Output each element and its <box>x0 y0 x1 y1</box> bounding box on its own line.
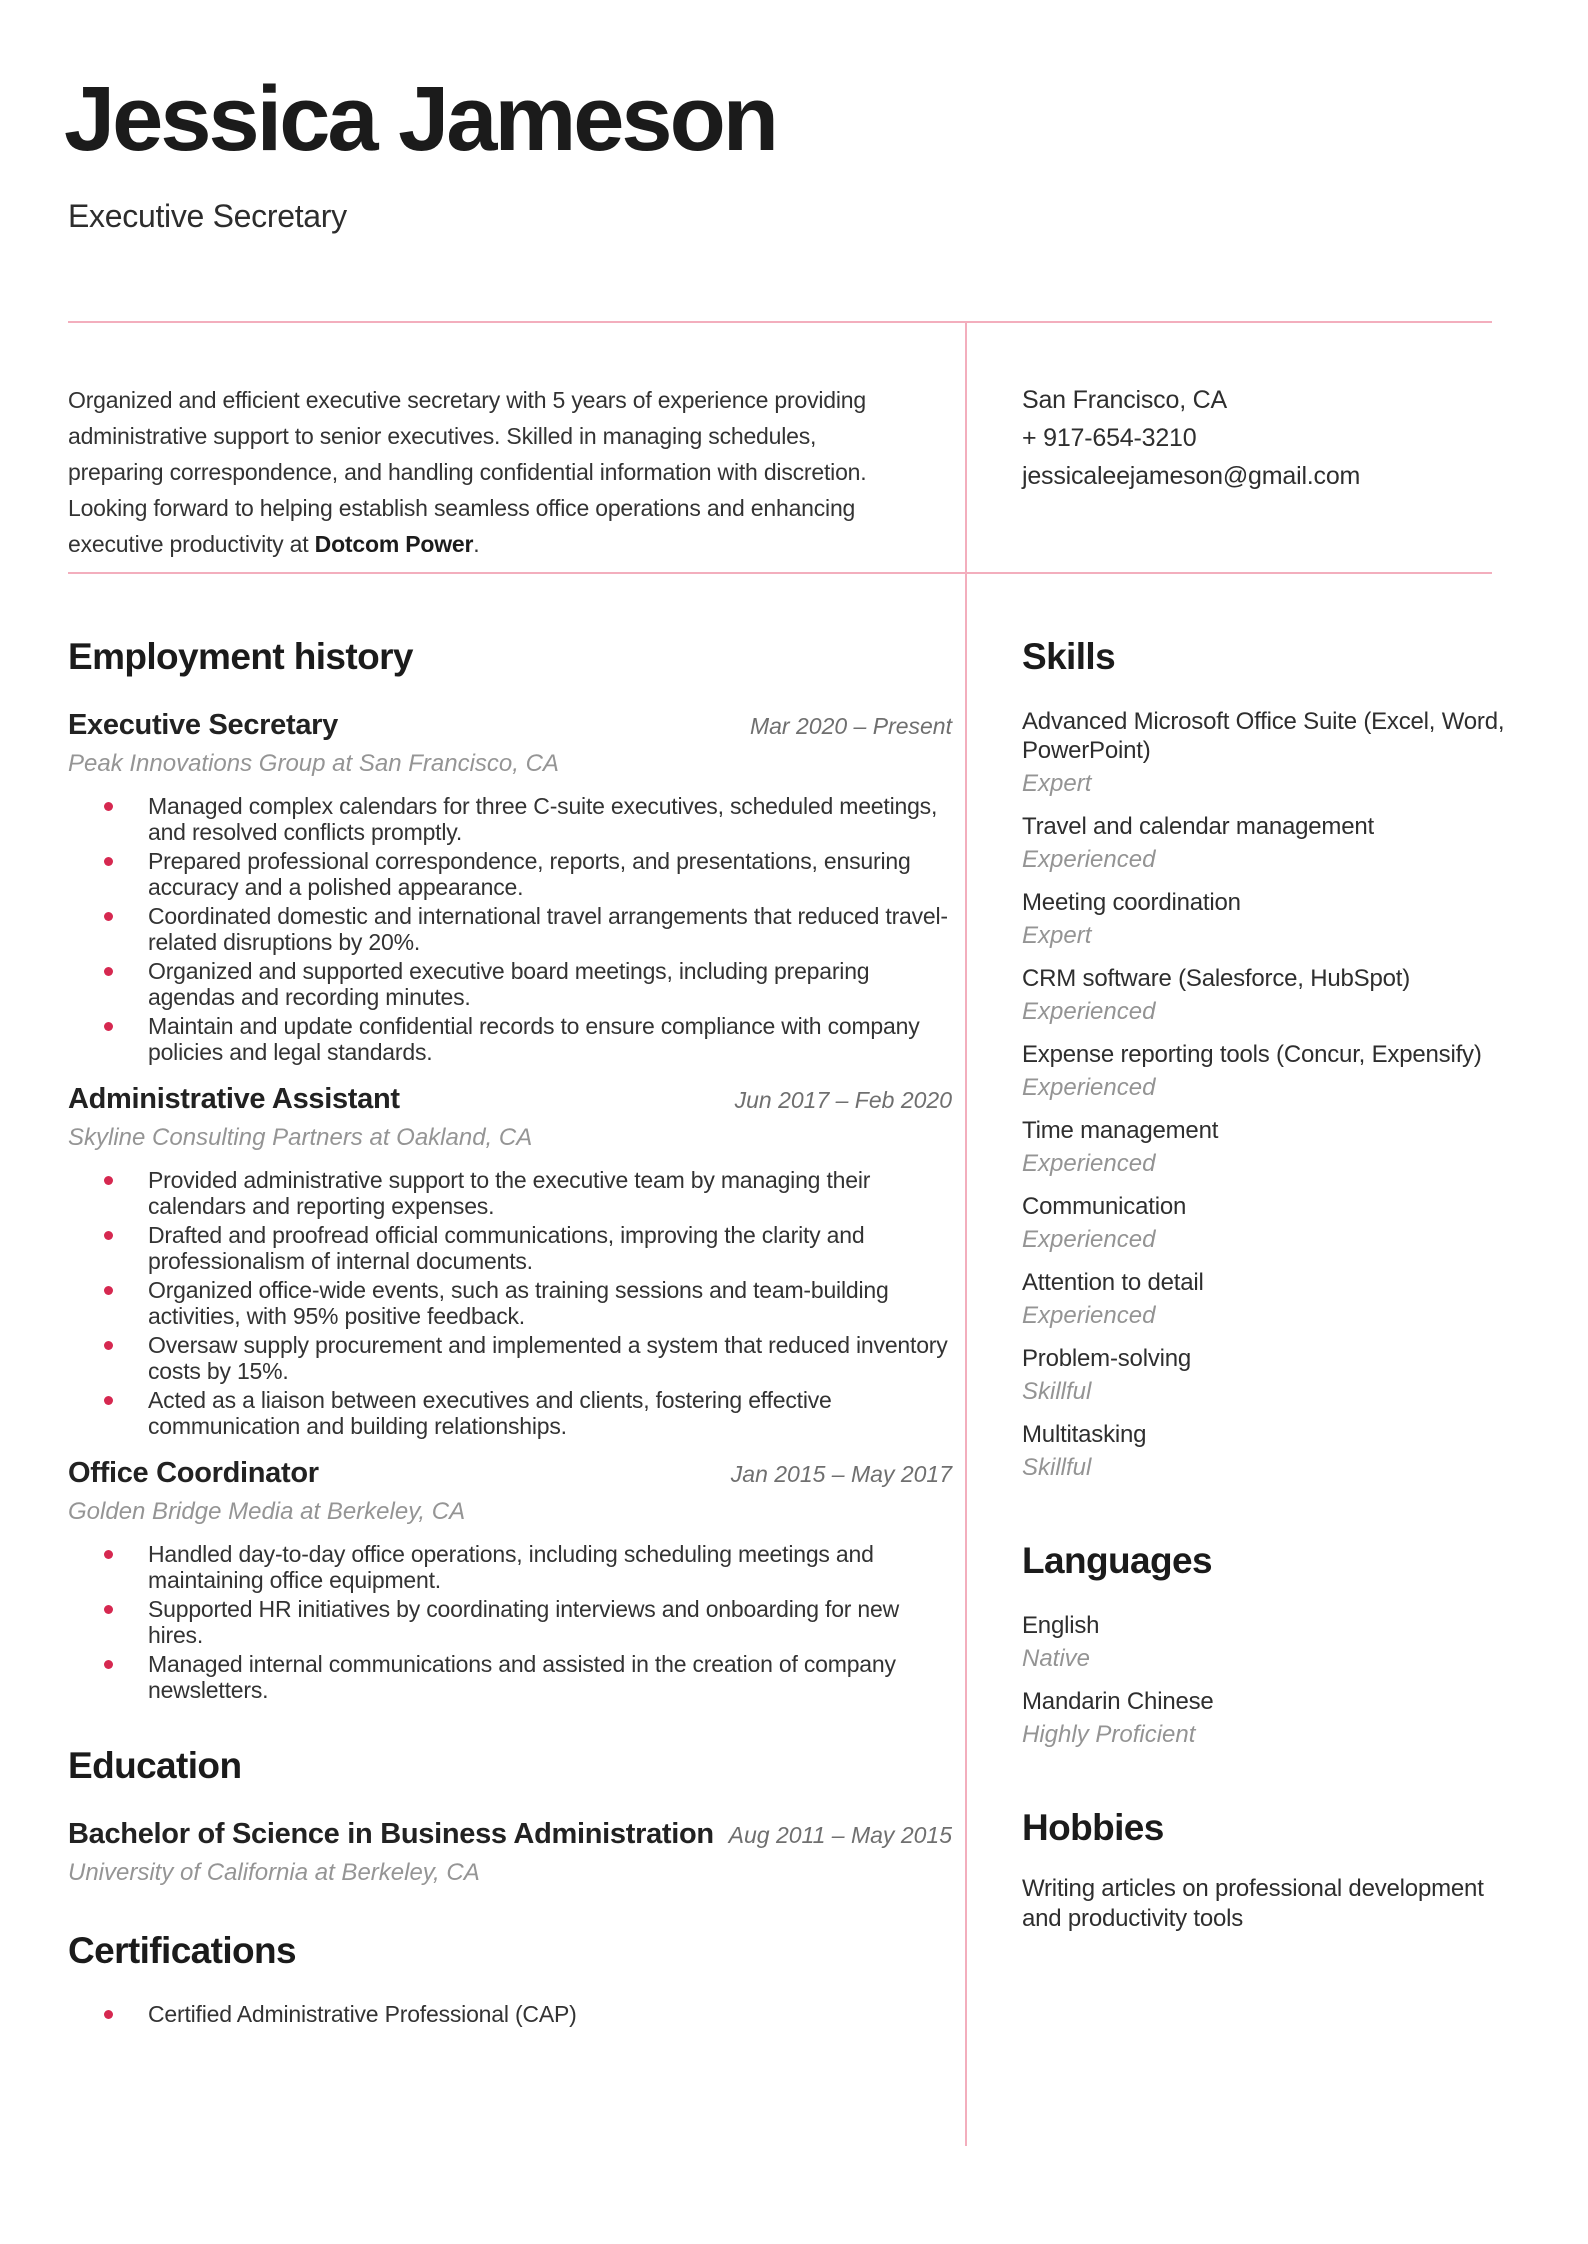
bullet-dot-icon <box>104 1022 113 1031</box>
language-entry <box>1022 1687 1522 1749</box>
job-bullet-text: Coordinated domestic and international travel arrangements that reduced travel-related disruptions by 20%. <box>148 903 948 955</box>
column-divider <box>965 321 967 2146</box>
contact-item: jessicaleejameson@gmail.com <box>1022 462 1361 490</box>
section-heading-employment: Employment history <box>68 636 413 677</box>
job-list <box>68 707 952 1703</box>
skill-name: Advanced Microsoft Office Suite (Excel, Word, PowerPoint) <box>1022 708 1505 764</box>
skill-level: Expert <box>1022 770 1092 797</box>
skill-name: Expense reporting tools (Concur, Expensify) <box>1022 1041 1482 1068</box>
job-bullet <box>68 1167 952 1219</box>
job-header <box>68 1081 952 1117</box>
job-bullet <box>68 1013 952 1065</box>
skill-level: Experienced <box>1022 1150 1156 1177</box>
bullet-dot-icon <box>104 2010 113 2019</box>
job-entry <box>68 1081 952 1439</box>
job-date: Mar 2020 – Present <box>749 713 952 739</box>
education-school: University of California at Berkeley, CA <box>68 1859 480 1886</box>
job-bullet-text: Organized office-wide events, such as training sessions and team-building activities, with 95% positive feedback. <box>148 1277 889 1329</box>
summary-text <box>68 382 888 562</box>
skill-level: Skillful <box>1022 1454 1092 1481</box>
education-header <box>68 1816 952 1852</box>
job-title: Administrative Assistant <box>68 1083 400 1115</box>
job-bullet-text: Managed internal communications and assisted in the creation of company newsletters. <box>148 1651 896 1703</box>
job-bullet <box>68 848 952 900</box>
skill-level: Expert <box>1022 922 1092 949</box>
certification-text: Certified Administrative Professional (CAP) <box>148 2001 577 2027</box>
job-header <box>68 1455 952 1491</box>
job-bullet-text: Drafted and proofread official communications, improving the clarity and professionalism of internal documents. <box>148 1222 865 1274</box>
summary-company: Dotcom Power <box>314 531 474 557</box>
language-entry <box>1022 1611 1522 1673</box>
skill-entry <box>1022 1344 1522 1406</box>
bullet-dot-icon <box>104 1286 113 1295</box>
skill-entry <box>1022 1116 1522 1178</box>
job-bullet-list <box>68 1541 952 1703</box>
skill-list <box>1022 707 1522 1482</box>
job-bullet-text: Oversaw supply procurement and implemented a system that reduced inventory costs by 15%. <box>148 1332 948 1384</box>
skill-entry <box>1022 1192 1522 1254</box>
skill-name: Attention to detail <box>1022 1269 1204 1296</box>
job-bullet-text: Organized and supported executive board meetings, including preparing agendas and recording minutes. <box>148 958 870 1010</box>
right-column <box>1022 634 1522 1934</box>
job-company: Golden Bridge Media at Berkeley, CA <box>68 1498 466 1525</box>
skill-entry <box>1022 707 1522 798</box>
job-bullet <box>68 793 952 845</box>
job-entry <box>68 707 952 1065</box>
job-bullet-text: Handled day-to-day office operations, including scheduling meetings and maintaining office equipment. <box>148 1541 874 1593</box>
job-bullet-text: Prepared professional correspondence, reports, and presentations, ensuring accuracy and a polished appearance. <box>148 848 911 900</box>
section-heading-languages: Languages <box>1022 1540 1212 1581</box>
skill-level: Experienced <box>1022 1074 1156 1101</box>
bullet-dot-icon <box>104 967 113 976</box>
contact-list <box>1022 388 1360 502</box>
job-bullet <box>68 903 952 955</box>
job-bullet <box>68 1387 952 1439</box>
certification-list <box>68 2001 952 2027</box>
job-bullet <box>68 1541 952 1593</box>
education-degree: Bachelor of Science in Business Administration <box>68 1818 714 1850</box>
skill-entry <box>1022 812 1522 874</box>
contact-item: San Francisco, CA <box>1022 386 1228 414</box>
job-bullet <box>68 1332 952 1384</box>
divider-middle <box>68 572 1492 574</box>
section-heading-education: Education <box>68 1745 242 1786</box>
job-company: Skyline Consulting Partners at Oakland, CA <box>68 1124 533 1151</box>
job-bullet-text: Provided administrative support to the executive team by managing their calendars and reporting expenses. <box>148 1167 871 1219</box>
job-bullet <box>68 1651 952 1703</box>
job-company: Peak Innovations Group at San Francisco, CA <box>68 750 559 777</box>
job-bullet-text: Acted as a liaison between executives and clients, fostering effective communication and building relationships. <box>148 1387 832 1439</box>
job-title: Office Coordinator <box>68 1457 319 1489</box>
bullet-dot-icon <box>104 1396 113 1405</box>
skill-entry <box>1022 888 1522 950</box>
skill-name: CRM software (Salesforce, HubSpot) <box>1022 965 1411 992</box>
bullet-dot-icon <box>104 1660 113 1669</box>
certification-item <box>68 2001 952 2027</box>
bullet-dot-icon <box>104 1550 113 1559</box>
bullet-dot-icon <box>104 912 113 921</box>
skill-level: Experienced <box>1022 846 1156 873</box>
job-date: Jun 2017 – Feb 2020 <box>734 1087 952 1113</box>
person-name: Jessica Jameson <box>64 68 776 170</box>
bullet-dot-icon <box>104 1176 113 1185</box>
bullet-dot-icon <box>104 1231 113 1240</box>
section-heading-skills: Skills <box>1022 636 1116 677</box>
job-bullet-list <box>68 793 952 1065</box>
job-bullet-text: Maintain and update confidential records to ensure compliance with company policies and legal standards. <box>148 1013 920 1065</box>
job-entry <box>68 1455 952 1703</box>
skill-name: Communication <box>1022 1193 1187 1220</box>
summary-lead: Organized and efficient executive secretary with 5 years of experience providing administrative support to senior executives. Skilled in managing schedules, preparing correspondence, and handling confidential information with discretion. Looking forward to helping establish seamless office operations and enhancing executive productivity at <box>68 387 867 557</box>
skill-name: Travel and calendar management <box>1022 813 1374 840</box>
person-role: Executive Secretary <box>68 198 347 234</box>
job-bullet-list <box>68 1167 952 1439</box>
job-bullet <box>68 958 952 1010</box>
skill-entry <box>1022 1268 1522 1330</box>
skill-entry <box>1022 1420 1522 1482</box>
divider-top <box>68 321 1492 323</box>
bullet-dot-icon <box>104 1605 113 1614</box>
job-header <box>68 707 952 743</box>
job-bullet <box>68 1222 952 1274</box>
contact-item: + 917-654-3210 <box>1022 424 1197 452</box>
education-entry <box>68 1816 952 1888</box>
language-name: Mandarin Chinese <box>1022 1688 1214 1715</box>
bullet-dot-icon <box>104 1341 113 1350</box>
bullet-dot-icon <box>104 802 113 811</box>
bullet-dot-icon <box>104 857 113 866</box>
section-heading-certifications: Certifications <box>68 1930 297 1971</box>
skill-name: Meeting coordination <box>1022 889 1241 916</box>
job-bullet-text: Supported HR initiatives by coordinating interviews and onboarding for new hires. <box>148 1596 900 1648</box>
skill-level: Experienced <box>1022 1302 1156 1329</box>
job-title: Executive Secretary <box>68 709 338 741</box>
section-heading-hobbies: Hobbies <box>1022 1807 1164 1848</box>
education-date: Aug 2011 – May 2015 <box>728 1822 952 1848</box>
left-column <box>68 634 952 2030</box>
language-name: English <box>1022 1612 1100 1639</box>
skill-level: Experienced <box>1022 998 1156 1025</box>
skill-entry <box>1022 1040 1522 1102</box>
summary-period: . <box>473 531 480 557</box>
language-level: Highly Proficient <box>1022 1721 1196 1748</box>
skill-level: Experienced <box>1022 1226 1156 1253</box>
skill-level: Skillful <box>1022 1378 1092 1405</box>
job-bullet-text: Managed complex calendars for three C-suite executives, scheduled meetings, and resolved conflicts promptly. <box>148 793 938 845</box>
skill-entry <box>1022 964 1522 1026</box>
skill-name: Time management <box>1022 1117 1219 1144</box>
hobbies-text: Writing articles on professional development and productivity tools <box>1022 1875 1484 1932</box>
job-bullet <box>68 1596 952 1648</box>
skill-name: Multitasking <box>1022 1421 1147 1448</box>
job-date: Jan 2015 – May 2017 <box>730 1461 952 1487</box>
language-list <box>1022 1611 1522 1749</box>
job-bullet <box>68 1277 952 1329</box>
language-level: Native <box>1022 1645 1091 1672</box>
skill-name: Problem-solving <box>1022 1345 1192 1372</box>
